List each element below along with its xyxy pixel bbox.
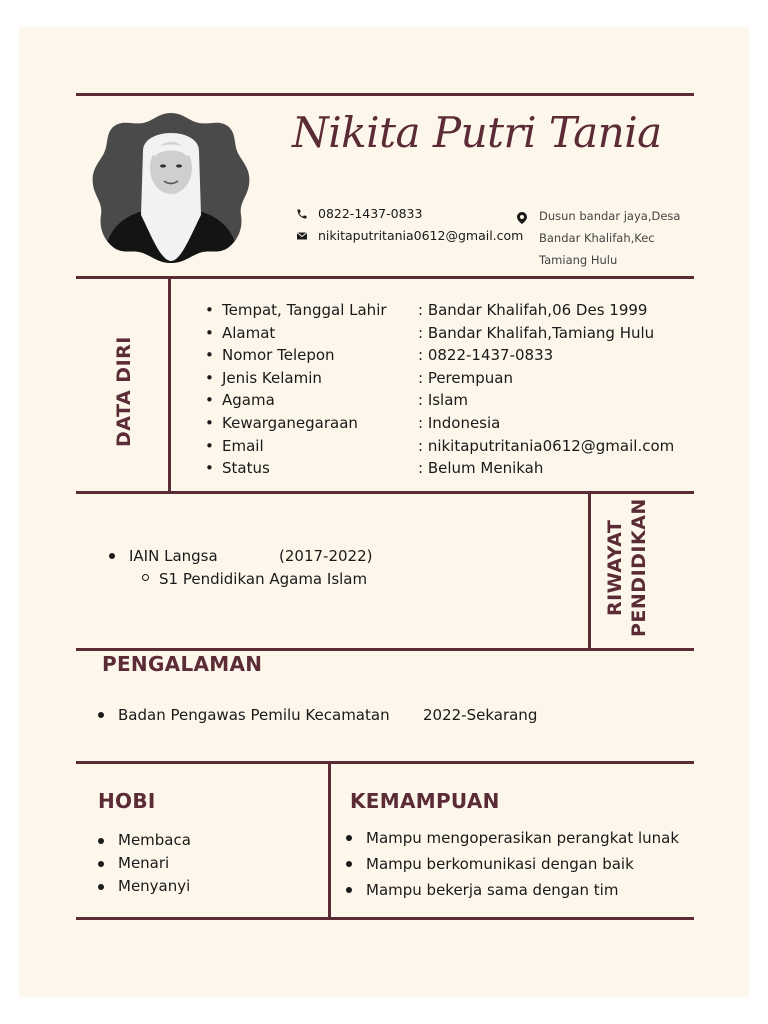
address-line: Bandar Khalifah,Kec <box>539 231 655 245</box>
kemampuan-list <box>344 825 679 903</box>
riwayat-pendidikan-title: RIWAYAT <box>604 519 626 616</box>
email-contact <box>296 228 523 243</box>
school-years: (2017-2022) <box>279 547 373 565</box>
pengalaman-list <box>96 706 537 724</box>
divider-top <box>76 93 694 96</box>
list-item: • Status : Belum Menikah <box>205 459 544 478</box>
divider-pengalaman <box>76 761 694 764</box>
list-item: Menyanyi <box>96 875 191 898</box>
divider-pendidikan <box>76 648 694 651</box>
list-item: Menari <box>96 852 191 875</box>
hobi-list <box>96 829 191 898</box>
divider-vertical-data-diri <box>168 276 171 494</box>
major-name: S1 Pendidikan Agama Islam <box>159 570 368 588</box>
list-item: • Alamat : Bandar Khalifah,Tamiang Hulu <box>205 323 655 342</box>
pendidikan-list <box>107 547 372 565</box>
experience-period: 2022-Sekarang <box>423 706 538 724</box>
school-name: IAIN Langsa <box>129 547 218 565</box>
hobi-title: HOBI <box>98 789 156 813</box>
list-item: • Email : nikitaputritania0612@gmail.com <box>205 436 675 455</box>
kemampuan-title: KEMAMPUAN <box>350 789 500 813</box>
list-item: Membaca <box>96 829 191 852</box>
mail-icon <box>296 230 308 242</box>
data-diri-list <box>205 299 674 480</box>
pengalaman-title: PENGALAMAN <box>102 652 263 676</box>
list-item: Mampu berkomunikasi dengan baik <box>344 851 679 877</box>
phone-icon <box>296 208 308 220</box>
divider-vertical-pendidikan <box>588 491 591 651</box>
list-item: Mampu bekerja sama dengan tim <box>344 877 679 903</box>
list-item <box>96 706 537 724</box>
divider-bottom <box>76 917 694 920</box>
list-item <box>107 547 372 565</box>
divider-vertical-hobi <box>328 761 331 920</box>
data-diri-title: DATA DIRI <box>113 336 135 447</box>
email-text: nikitaputritania0612@gmail.com <box>318 228 524 243</box>
phone-text: 0822-1437-0833 <box>318 206 423 221</box>
full-name: Nikita Putri Tania <box>292 108 662 157</box>
profile-photo <box>91 111 251 263</box>
major-item <box>142 570 367 588</box>
list-item: Mampu mengoperasikan perangkat lunak <box>344 825 679 851</box>
address-line: Dusun bandar jaya,Desa <box>539 209 681 223</box>
location-pin-icon <box>517 209 527 228</box>
list-item: • Tempat, Tanggal Lahir : Bandar Khalifah,06 Des 1999 <box>205 301 648 319</box>
list-item: • Agama : Islam <box>205 391 469 410</box>
address-line: Tamiang Hulu <box>539 253 618 267</box>
riwayat-pendidikan-title-line2: PENDIDIKAN <box>628 498 650 637</box>
address-block <box>539 205 699 271</box>
list-item: • Nomor Telepon : 0822-1437-0833 <box>205 346 554 365</box>
experience-name: Badan Pengawas Pemilu Kecamatan <box>118 706 390 724</box>
list-item: • Jenis Kelamin : Perempuan <box>205 368 513 387</box>
phone-contact <box>296 206 422 221</box>
list-item: • Kewarganegaraan : Indonesia <box>205 413 501 432</box>
